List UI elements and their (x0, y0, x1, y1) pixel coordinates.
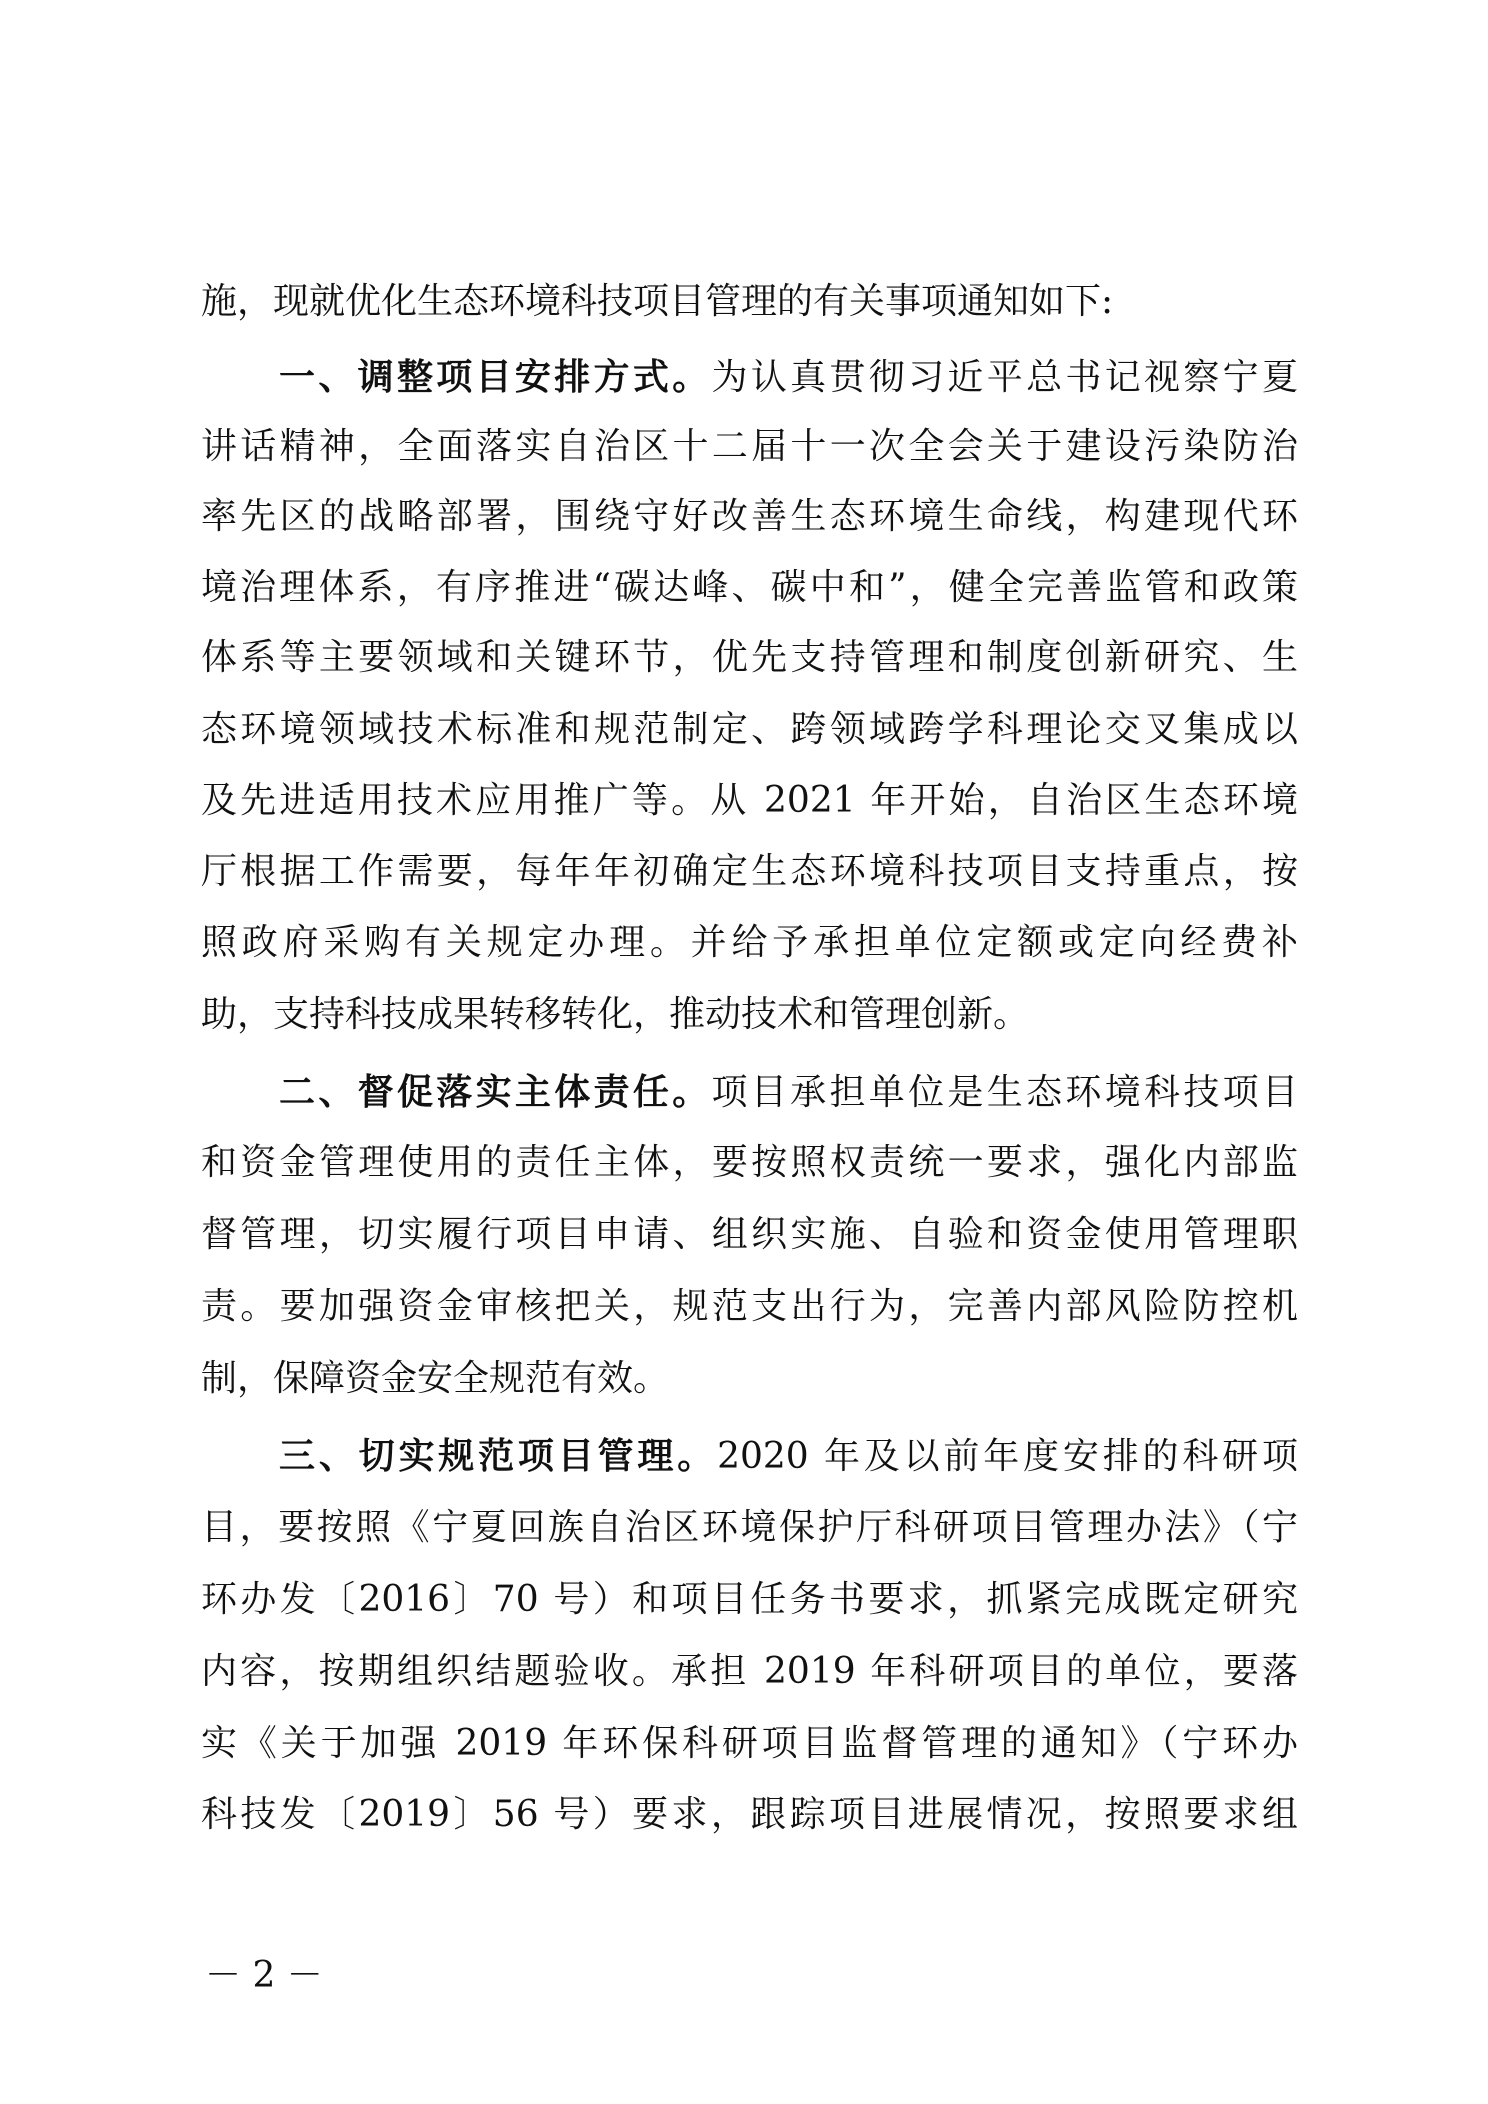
paragraph-line: 实《关于加强 2019 年环保科研项目监督管理的通知》（宁环办 (201, 1723, 1298, 1764)
paragraph-text: 项目承担单位是生态环境科技项目 (711, 1072, 1298, 1113)
paragraph-line (279, 1426, 1298, 1486)
paragraph-line: 和资金管理使用的责任主体，要按照权责统一要求，强化内部监 (201, 1142, 1298, 1183)
paragraph-line: 环办发〔2016〕70 号）和项目任务书要求，抓紧完成既定研究 (201, 1579, 1298, 1620)
paragraph-line: 厅根据工作需要，每年年初确定生态环境科技项目支持重点，按 (201, 851, 1298, 892)
section-heading: 一、调整项目安排方式。 (279, 356, 712, 398)
paragraph-line: 态环境领域技术标准和规范制定、跨领域跨学科理论交叉集成以 (201, 709, 1298, 750)
paragraph-line: 及先进适用技术应用推广等。从 2021 年开始，自治区生态环境 (201, 780, 1298, 821)
paragraph-line: 科技发〔2019〕56 号）要求，跟踪项目进展情况，按照要求组 (201, 1794, 1298, 1835)
paragraph-text: 为认真贯彻习近平总书记视察宁夏 (711, 357, 1298, 398)
paragraph-line: 责。要加强资金审核把关，规范支出行为，完善内部风险防控机 (201, 1286, 1298, 1327)
page-number: － 2 － (205, 1955, 323, 1996)
paragraph-line (279, 1062, 1298, 1122)
paragraph-line: 境治理体系，有序推进“碳达峰、碳中和”，健全完善监管和政策 (201, 567, 1298, 608)
paragraph-line: 督管理，切实履行项目申请、组织实施、自验和资金使用管理职 (201, 1214, 1298, 1255)
paragraph-text: 2020 年及以前年度安排的科研项 (717, 1436, 1298, 1477)
paragraph-line: 内容，按期组织结题验收。承担 2019 年科研项目的单位，要落 (201, 1651, 1298, 1692)
paragraph-line: 目，要按照《宁夏回族自治区环境保护厅科研项目管理办法》（宁 (201, 1507, 1298, 1548)
paragraph-line: 率先区的战略部署，围绕守好改善生态环境生命线，构建现代环 (201, 496, 1298, 537)
section-heading: 三、切实规范项目管理。 (279, 1435, 718, 1477)
paragraph-line: 体系等主要领域和关键环节，优先支持管理和制度创新研究、生 (201, 637, 1298, 678)
section-heading: 二、督促落实主体责任。 (279, 1071, 712, 1113)
paragraph-line: 施，现就优化生态环境科技项目管理的有关事项通知如下: (201, 281, 1114, 322)
paragraph-line: 制，保障资金安全规范有效。 (201, 1358, 670, 1399)
paragraph-line: 照政府采购有关规定办理。并给予承担单位定额或定向经费补 (201, 922, 1298, 963)
paragraph-line: 助，支持科技成果转移转化，推动技术和管理创新。 (201, 994, 1030, 1035)
paragraph-line: 讲话精神，全面落实自治区十二届十一次全会关于建设污染防治 (201, 426, 1298, 467)
paragraph-line (279, 347, 1298, 407)
